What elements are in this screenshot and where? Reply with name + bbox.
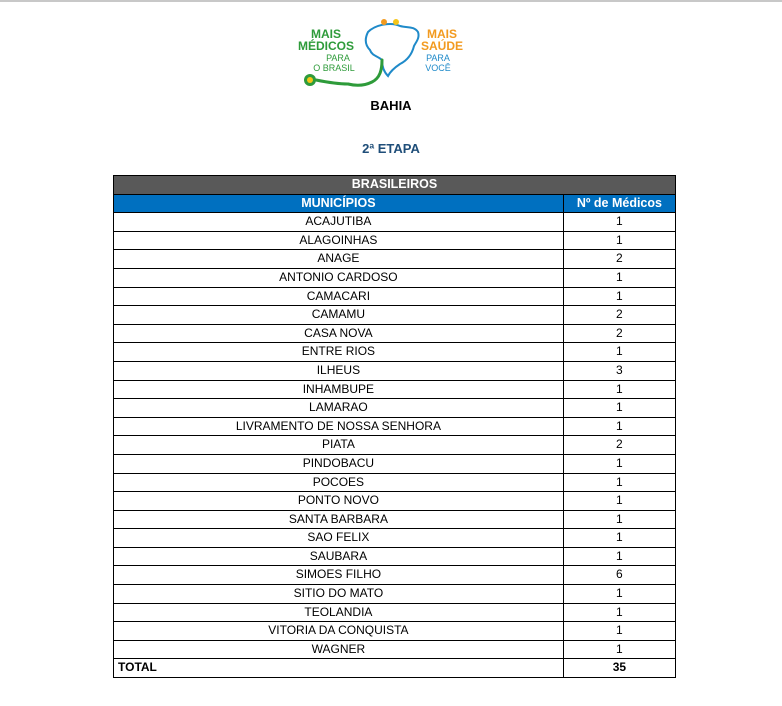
- table-row: [114, 436, 676, 455]
- table-row: [114, 250, 676, 269]
- col-header-medicos: Nº de Médicos: [563, 194, 675, 213]
- municipio-cell: CAMAMU: [114, 306, 564, 325]
- table-row: [114, 380, 676, 399]
- table-row: [114, 585, 676, 604]
- group-header-row: [114, 176, 676, 195]
- municipio-cell: POCOES: [114, 473, 564, 492]
- municipio-cell: SAUBARA: [114, 547, 564, 566]
- medicos-cell: 6: [563, 566, 675, 585]
- medicos-cell: 1: [563, 492, 675, 511]
- medicos-cell: 2: [563, 306, 675, 325]
- municipio-cell: PONTO NOVO: [114, 492, 564, 511]
- table-row: [114, 473, 676, 492]
- medicos-cell: 1: [563, 529, 675, 548]
- total-label: TOTAL: [114, 659, 564, 678]
- brazil-map-stethoscope-icon: [296, 16, 476, 90]
- municipio-cell: LAMARAO: [114, 399, 564, 418]
- table-row: [114, 399, 676, 418]
- municipio-cell: PINDOBACU: [114, 454, 564, 473]
- table-row: [114, 510, 676, 529]
- top-rule: [0, 0, 782, 2]
- municipio-cell: VITORIA DA CONQUISTA: [114, 622, 564, 641]
- municipio-cell: LIVRAMENTO DE NOSSA SENHORA: [114, 417, 564, 436]
- medicos-cell: 1: [563, 268, 675, 287]
- logo-saude: SAÚDE: [420, 39, 464, 53]
- medicos-cell: 2: [563, 250, 675, 269]
- medicos-cell: 1: [563, 454, 675, 473]
- table-row: [114, 417, 676, 436]
- total-row: [114, 659, 676, 678]
- table-row: [114, 454, 676, 473]
- medicos-cell: 2: [563, 324, 675, 343]
- logo-para-right: PARA: [426, 53, 450, 63]
- logo-mais-right: MAIS: [427, 27, 457, 41]
- municipio-cell: SIMOES FILHO: [114, 566, 564, 585]
- group-header: BRASILEIROS: [114, 176, 676, 195]
- municipio-cell: ENTRE RIOS: [114, 343, 564, 362]
- table-row: [114, 492, 676, 511]
- table-row: [114, 547, 676, 566]
- medicos-cell: 1: [563, 417, 675, 436]
- medicos-cell: 1: [563, 231, 675, 250]
- table-row: [114, 622, 676, 641]
- medicos-cell: 1: [563, 343, 675, 362]
- municipio-cell: CASA NOVA: [114, 324, 564, 343]
- table-row: [114, 343, 676, 362]
- table-row: [114, 529, 676, 548]
- medicos-cell: 1: [563, 640, 675, 659]
- table-row: [114, 287, 676, 306]
- medicos-cell: 3: [563, 361, 675, 380]
- column-header-row: [114, 194, 676, 213]
- municipio-cell: TEOLANDIA: [114, 603, 564, 622]
- municipio-cell: SANTA BARBARA: [114, 510, 564, 529]
- municipio-cell: ANAGE: [114, 250, 564, 269]
- medicos-cell: 1: [563, 380, 675, 399]
- logo-mais-left: MAIS: [311, 27, 341, 41]
- logo-para-left: PARA: [326, 53, 350, 63]
- municipio-cell: ALAGOINHAS: [114, 231, 564, 250]
- medicos-cell: 1: [563, 510, 675, 529]
- col-header-municipios: MUNICÍPIOS: [114, 194, 564, 213]
- medicos-cell: 1: [563, 287, 675, 306]
- municipio-cell: WAGNER: [114, 640, 564, 659]
- table-row: [114, 231, 676, 250]
- table-body: [114, 213, 676, 659]
- municipio-cell: PIATA: [114, 436, 564, 455]
- municipio-cell: ILHEUS: [114, 361, 564, 380]
- medicos-cell: 2: [563, 436, 675, 455]
- table-row: [114, 566, 676, 585]
- mais-medicos-logo: [296, 16, 476, 90]
- medicos-cell: 1: [563, 603, 675, 622]
- medicos-cell: 1: [563, 585, 675, 604]
- table-row: [114, 640, 676, 659]
- logo-medicos: MÉDICOS: [297, 39, 355, 53]
- logo-voce: VOCÊ: [425, 63, 451, 73]
- municipio-cell: ANTONIO CARDOSO: [114, 268, 564, 287]
- table-row: [114, 361, 676, 380]
- municipio-cell: SITIO DO MATO: [114, 585, 564, 604]
- medicos-cell: 1: [563, 399, 675, 418]
- medicos-cell: 1: [563, 547, 675, 566]
- municipio-cell: ACAJUTIBA: [114, 213, 564, 232]
- logo-o-brasil: O BRASIL: [313, 63, 355, 73]
- medicos-cell: 1: [563, 622, 675, 641]
- stage-title: 2ª ETAPA: [362, 141, 420, 156]
- municipio-cell: INHAMBUPE: [114, 380, 564, 399]
- table-row: [114, 324, 676, 343]
- medicos-cell: 1: [563, 473, 675, 492]
- table-row: [114, 213, 676, 232]
- total-value: 35: [563, 659, 675, 678]
- table-row: [114, 268, 676, 287]
- state-title: BAHIA: [370, 98, 412, 113]
- table-row: [114, 603, 676, 622]
- table-row: [114, 306, 676, 325]
- medicos-cell: 1: [563, 213, 675, 232]
- doctors-table: [113, 175, 676, 678]
- municipio-cell: SAO FELIX: [114, 529, 564, 548]
- municipio-cell: CAMACARI: [114, 287, 564, 306]
